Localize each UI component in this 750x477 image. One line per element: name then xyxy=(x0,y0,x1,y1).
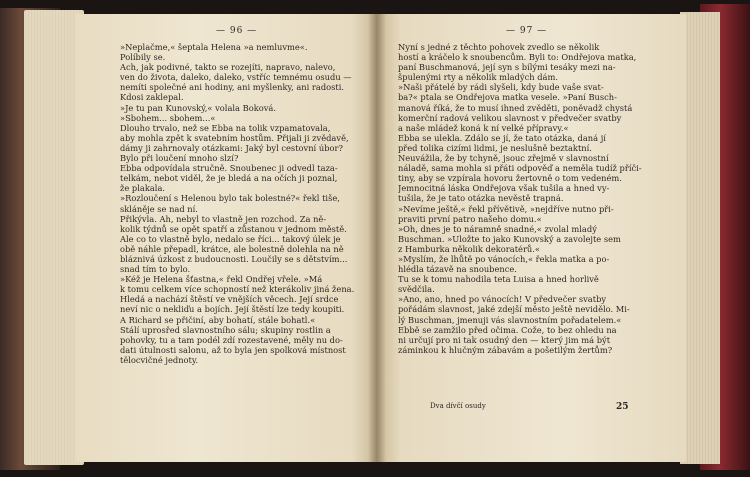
footer-book-title: Dva dívčí osudy xyxy=(430,402,486,410)
text-line: ven do života, daleko, daleko, vstříc temnému osudu — xyxy=(120,72,352,83)
text-line: Ebba odpovídala stručně. Snoubenec ji odvedl taza- xyxy=(120,163,338,174)
text-line: skláněje se nad ní. xyxy=(120,203,198,214)
page-edges-right xyxy=(680,12,720,464)
page-edges-left xyxy=(24,10,84,465)
left-page-number: — 96 — xyxy=(216,26,258,36)
text-line: aby mohla zpět k svatebním hostům. Přijali ji zvědavě, xyxy=(120,132,349,143)
text-line: Políbily se. xyxy=(120,52,166,63)
text-line: Ach, jak podivné, takto se rozejíti, napravo, nalevo, xyxy=(120,62,336,73)
text-line: dati útulnosti salonu, až to byla jen spolková místnost xyxy=(120,344,346,355)
text-line: tiny, aby se vzpírala hovoru žertovně o tom vedeném. xyxy=(398,173,622,184)
text-line: špulenými rty a několik mladých dám. xyxy=(398,72,558,83)
text-line: »Nevíme ještě,« řekl přívětivě, »nejdříve nutno při- xyxy=(398,203,614,214)
text-line: kolik týdnů se opět spatří a zůstanou v jednom městě. xyxy=(120,223,347,234)
text-line: k tomu celkem více schopností než kterákoliv jiná žena. xyxy=(120,284,355,295)
text-line: Ebbě se zamžilo před očima. Cože, to bez ohledu na xyxy=(398,324,617,335)
text-line: Ebba se ulekla. Zdálo se jí, že tato otázka, daná jí xyxy=(398,132,606,143)
text-line: Bylo při loučení mnoho slzí? xyxy=(120,153,239,164)
signature-number: 25 xyxy=(616,402,629,412)
text-line: Nyní s jedné z těchto pohovek zvedlo se několik xyxy=(398,42,600,52)
text-line: pohovky, tu a tam podél zdí rozestavené, měly nu do- xyxy=(120,334,343,345)
text-line: »Neplačme,« šeptala Helena »a nemluvme«. xyxy=(120,42,308,52)
text-line: Dlouho trvalo, než se Ebba na tolik vzpamatovala, xyxy=(120,122,331,133)
book-gutter xyxy=(368,14,386,462)
text-line: praviti první patro našeho domu.« xyxy=(398,213,542,224)
text-line: dámy ji zahrnovaly otázkami: Jaký byl cestovní úbor? xyxy=(120,142,343,153)
text-line: a naše mládež koná k ní velké přípravy.« xyxy=(398,122,569,133)
text-line: nemíti společné ani hodiny, ani myšlenky, ani radosti. xyxy=(120,82,345,93)
left-page-text xyxy=(120,42,356,365)
text-line: svědčila. xyxy=(398,284,435,295)
text-line: obě náhle přepadl, krátce, ale bolestně dolehla na ně xyxy=(120,243,344,254)
text-line: hlédla tázavě na snoubence. xyxy=(398,264,517,275)
text-line: A Richard se přičiní, aby bohatí, stále bohatl.« xyxy=(120,314,316,325)
text-line: »Je tu pan Kunovský,« volala Boková. xyxy=(120,102,277,113)
text-line: »Rozloučení s Helenou bylo tak bolestné?« řekl tiše, xyxy=(120,193,340,204)
text-line: lý Buschman, jmenuji vás slavnostním pořadatelem.« xyxy=(398,314,622,325)
text-line: »Sbohem... sbohem...« xyxy=(120,112,216,123)
text-line: Stálí uprosřed slavnostního sálu; skupiny rostlin a xyxy=(120,324,331,335)
text-line: z Hamburka několik dekoratérů.« xyxy=(398,243,540,254)
text-line: bláznivá úzkost z budoucnosti. Loučily se s dětstvím... xyxy=(120,253,348,264)
text-line: paní Buschmanová, její syn s bílými tesáky mezi na- xyxy=(398,62,616,73)
text-line: ni určují pro ni tak osudný den — který jim má být xyxy=(398,334,611,345)
text-line: »Naši přátelé by rádi slyšeli, kdy bude vaše svat- xyxy=(398,82,604,93)
text-line: ba?« ptala se Ondřejova matka vesele. »Paní Busch- xyxy=(398,92,617,103)
text-line: hostí a kráčelo k snoubencům. Byli to: Ondřejova matka, xyxy=(398,52,637,63)
text-line: záminkou k hlučným zábavám a pošetilým žertům? xyxy=(398,344,613,355)
text-line: Ale co to vlastně bylo, nedalo se říci... takový úlek je xyxy=(120,233,341,244)
text-line: tělocvičné jednoty. xyxy=(120,354,199,365)
text-line: telkám, nebot viděl, že je bledá a na očích ji poznal, xyxy=(120,173,338,184)
text-line: Tu se k tomu nahodila teta Luisa a hned horlivě xyxy=(398,274,599,285)
text-line: »Kéž je Helena šťastna,« řekl Ondřej vřele. »Má xyxy=(120,274,323,285)
text-line: »Oh, dnes je to náramně snadné,« zvolal mladý xyxy=(398,223,597,234)
text-line: manová říká, že to musí ihned zvěděti, poněvadž chystá xyxy=(398,102,633,113)
text-line: že plakala. xyxy=(120,183,166,194)
text-line: neví nic o nekliďu a bojích. Její štěstí lze tedy koupiti. xyxy=(120,304,345,315)
text-line: »Ano, ano, hned po vánocích! V předvečer svatby xyxy=(398,294,607,305)
text-line: tušila, že je tato otázka nevěstě trapná. xyxy=(398,193,564,204)
text-line: před tolika cizími lidmi, je neslušně beztaktní. xyxy=(398,142,592,153)
text-line: Přikývla. Ah, nebyl to vlastně jen rozchod. Za ně- xyxy=(120,213,327,224)
text-line: Buschman. »Uložte to jako Kunovský a zavolejte sem xyxy=(398,233,621,244)
text-line: Neuvážila, že by tchyně, jsouc zřejmě v slavnostní xyxy=(398,153,609,164)
text-line: snad tím to bylo. xyxy=(120,264,191,275)
right-page-number: — 97 — xyxy=(506,26,548,36)
text-line: náladě, sama mohla si přáti odpověď a neměla tudíž příči- xyxy=(398,163,642,174)
text-line: Jemnocitná láska Ondřejova však tušila a hned vy- xyxy=(398,183,610,194)
text-line: pořádám slavnost, jaké zdejší město ještě nevidělo. Mi- xyxy=(398,304,630,315)
text-line: Kdosi zaklepal. xyxy=(120,92,184,103)
right-page-text xyxy=(398,42,642,355)
text-line: komerční radová velikou slavnost v předvečer svatby xyxy=(398,112,622,123)
text-line: »Myslím, že lhůtě po vánocích,« řekla matka a po- xyxy=(398,253,610,264)
text-line: Hledá a nachází štěstí ve vnějších věcech. Její srdce xyxy=(120,294,339,305)
